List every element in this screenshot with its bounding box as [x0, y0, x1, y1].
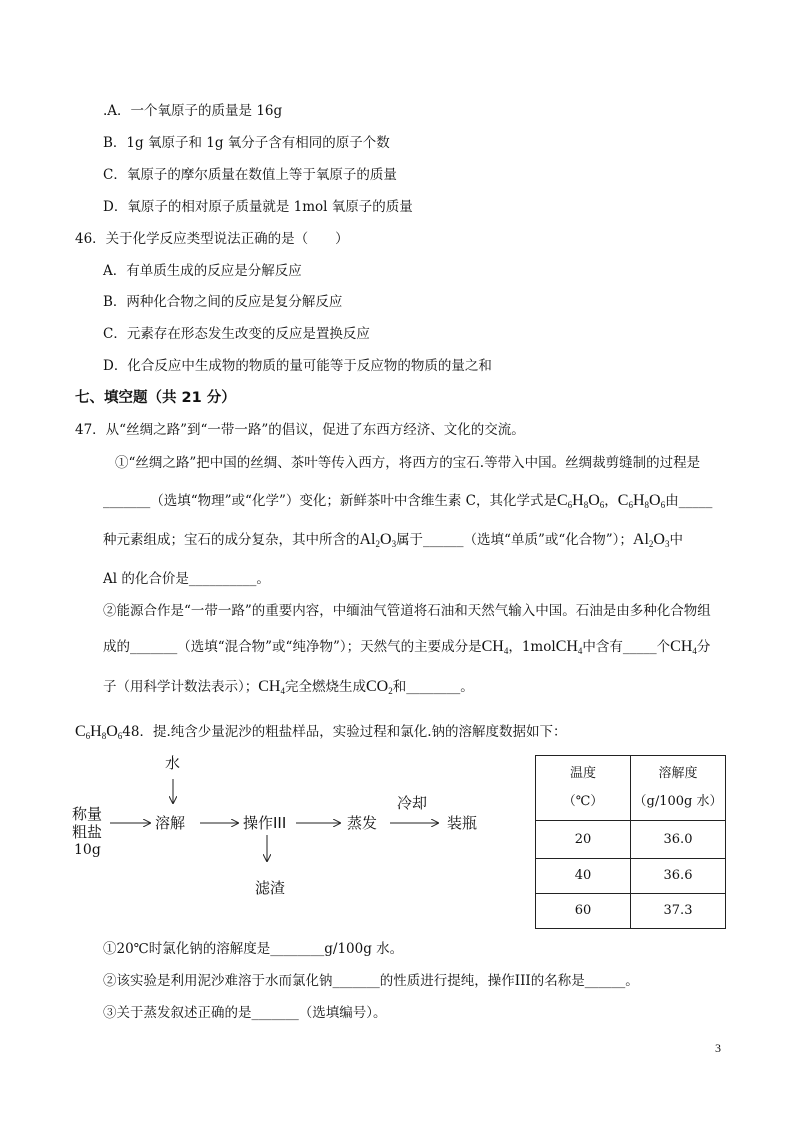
formula-vitamin-c: $C_6H_8O_6$ [556, 492, 605, 510]
formula-methane: $CH_4$ [670, 638, 697, 656]
flow-bottle: 装瓶 [447, 814, 478, 832]
q45-option-d: D．氧原子的相对原子质量就是 1mol 氧原子的质量 [103, 199, 413, 215]
table-header-solubility: 溶解度 （g/100g 水） [631, 756, 726, 821]
table-cell-temp: 20 [536, 821, 631, 859]
formula-alumina: $Al_2O_3$ [359, 531, 397, 549]
table-header-row [536, 756, 726, 821]
formula-alumina: $Al_2O_3$ [632, 531, 670, 549]
table-row [536, 894, 726, 929]
q46-option-c: C．元素存在形态发生改变的反应是置换反应 [103, 326, 370, 342]
flow-dissolve: 溶解 [155, 814, 186, 832]
q45-option-a: .A．一个氧原子的质量是 16g [103, 103, 283, 119]
flow-start-line3: 10g [74, 842, 101, 858]
stray-formula-vitamin-c: $C_6H_8O_6$ [75, 723, 123, 741]
formula-methane: $CH_4$ [258, 678, 285, 696]
table-cell-solubility: 36.0 [631, 821, 726, 859]
table-cell-temp: 60 [536, 894, 631, 929]
section-title: 七、填空题（共 21 分） [75, 390, 236, 406]
q48-sub2: ②该实验是利用泥沙难溶于水而氯化钠_______的性质进行提纯，操作III的名称是______。 [103, 973, 639, 989]
q45-option-c: C．氧原子的摩尔质量在数值上等于氧原子的质量 [103, 167, 397, 183]
q47-p1-line2: _______（选填“物理”或“化学”）变化；新鲜茶叶中含维生素 C，其化学式是$C_6H_8O_6$，$C_6H_8O_6$由_____ [103, 492, 713, 510]
formula-co2: $CO_2$ [365, 678, 393, 696]
q45-option-b: B．1g 氧原子和 1g 氧分子含有相同的原子个数 [103, 135, 390, 151]
formula-methane: $CH_4$ [481, 638, 509, 656]
table-cell-temp: 40 [536, 859, 631, 894]
q47-p2-line2: 成的_______（选填“混合物”或“纯净物”）；天然气的主要成分是$CH_4$，1molCH$_4$中含有_____个$CH_4$分 [103, 638, 711, 656]
q46-option-d: D．化合反应中生成物的物质的量可能等于反应物的物质的量之和 [103, 358, 492, 374]
q47-stem: 47．从“丝绸之路”到“一带一路”的倡议，促进了东西方经济、文化的交流。 [75, 422, 525, 438]
solubility-table [535, 755, 726, 929]
formula-vitamin-c: $C_6H_8O_6$ [617, 492, 666, 510]
flow-cool: 冷却 [397, 794, 428, 812]
table-row [536, 859, 726, 894]
flow-operation: 操作III [243, 814, 287, 832]
table-cell-solubility: 37.3 [631, 894, 726, 929]
table-row [536, 821, 726, 859]
flow-start-line2: 粗盐 [72, 823, 103, 841]
flow-water: 水 [165, 754, 181, 772]
q48-sub1: ①20℃时氯化钠的溶解度是________g/100g 水。 [103, 941, 404, 957]
q48-sub3: ③关于蒸发叙述正确的是_______（选填编号）。 [103, 1005, 387, 1021]
q48-stem-line [75, 722, 567, 742]
table-header-temperature: 温度 （℃） [536, 756, 631, 821]
flow-start-line1: 称量 [72, 805, 103, 823]
formula-methane: $CH_4$ [555, 638, 583, 656]
flow-residue: 滤渣 [255, 879, 286, 897]
page-number: 3 [715, 1041, 721, 1055]
q47-p2-line1: ②能源合作是“一带一路”的重要内容，中缅油气管道将石油和天然气输入中国。石油是由多种化合物组 [103, 603, 711, 619]
q46-stem: 46．关于化学反应类型说法正确的是（ ） [75, 231, 349, 247]
q46-option-b: B．两种化合物之间的反应是复分解反应 [103, 294, 343, 310]
q47-p1-line4: Al 的化合价是__________。 [103, 571, 270, 587]
q46-option-a: A．有单质生成的反应是分解反应 [103, 263, 302, 279]
q48-stem: 48．提.纯含少量泥沙的粗盐样品，实验过程和氯化.钠的溶解度数据如下： [122, 724, 567, 740]
q47-p2-line3: 子（用科学计数法表示）；$CH_4$完全燃烧生成$CO_2$和________。 [103, 678, 474, 696]
q47-p1-line1: ①“丝绸之路”把中国的丝绸、茶叶等传入西方，将西方的宝石.等带入中国。丝绸裁剪缝制的过程是 [115, 455, 701, 471]
table-cell-solubility: 36.6 [631, 859, 726, 894]
flow-evaporate: 蒸发 [347, 814, 378, 832]
q47-p1-line3: 种元素组成；宝石的成分复杂，其中所含的$Al_2O_3$属于______（选填“单质”或“化合物”）；$Al_2O_3$中 [103, 531, 683, 549]
